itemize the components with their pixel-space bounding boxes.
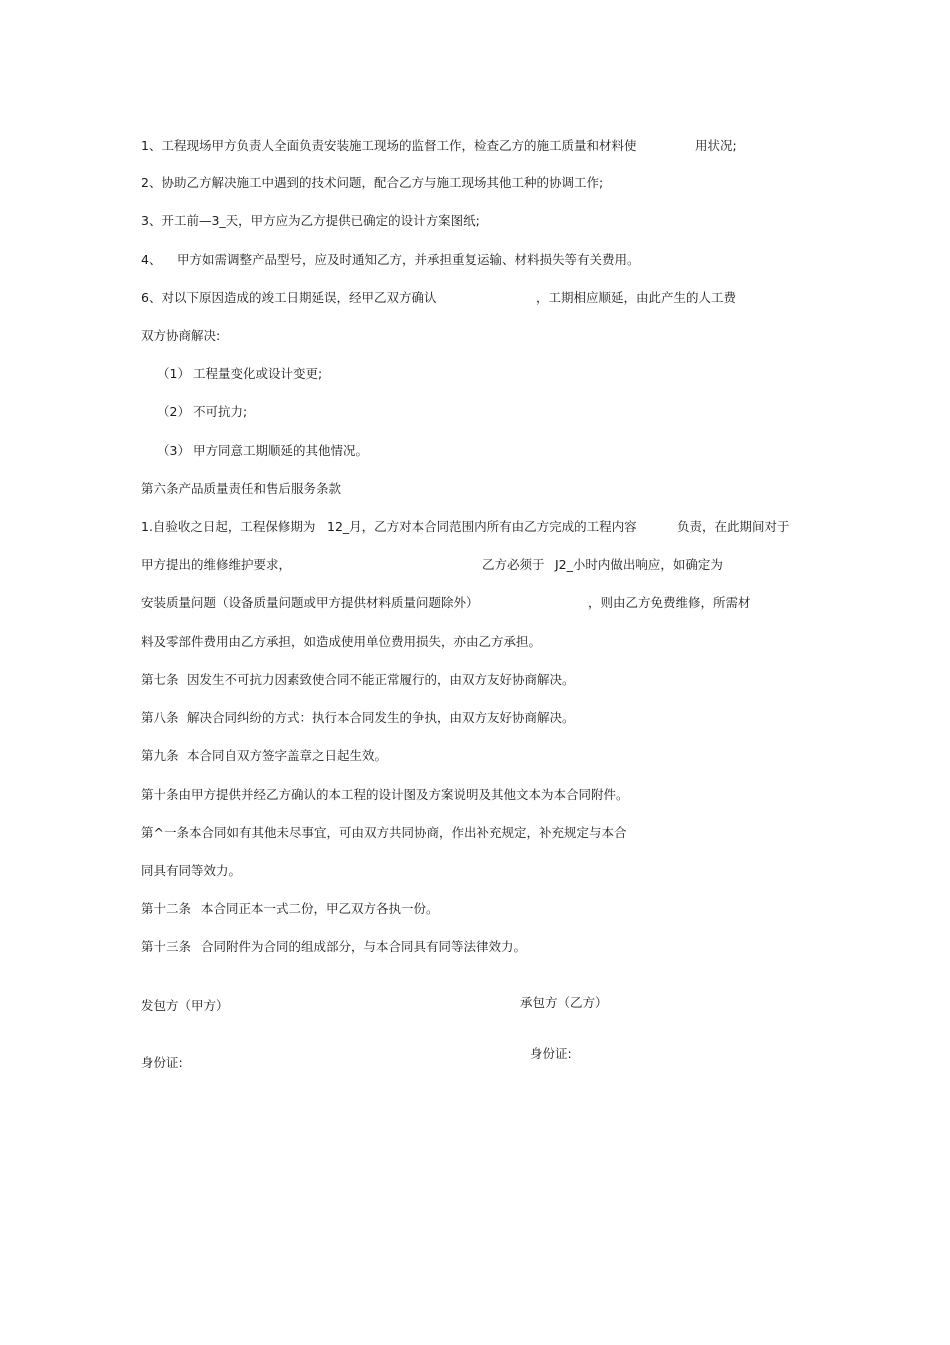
article-number: 第十二条 [141, 901, 192, 916]
clause-line: 双方协商解决: [141, 328, 221, 343]
article-number: 第十三条 [141, 939, 192, 954]
article-text: 解决合同纠纷的方式：执行本合同发生的争执，由双方友好协商解决。 [187, 710, 575, 725]
clause-line: 1.自验收之日起，工程保修期为 [141, 519, 316, 534]
clause-line-continuation: 乙方必须于 [482, 557, 545, 572]
sub-item-text: 工程量变化或设计变更; [193, 366, 323, 381]
article-text: 因发生不可抗力因素致使合同不能正常履行的，由双方友好协商解决。 [187, 672, 575, 687]
clause-line: 安装质量问题（设备质量问题或甲方提供材料质量问题除外） [141, 595, 479, 610]
article-text: 合同附件为合同的组成部分，与本合同具有同等法律效力。 [201, 939, 527, 954]
article-text: 本合同正本一式二份，甲乙双方各执一份。 [201, 901, 439, 916]
sub-item-number: （1） [157, 366, 190, 381]
article-line: 第十条由甲方提供并经乙方确认的本工程的设计图及方案说明及其他文本为本合同附件。 [141, 787, 629, 802]
article-text: 本合同自双方签字盖章之日起生效。 [187, 748, 388, 763]
article-line: 第^一条本合同如有其他未尽事宜，可由双方共同协商，作出补充规定，补充规定与本合 [141, 825, 627, 840]
sub-item-number: （2） [157, 404, 190, 419]
clause-line: 3、开工前—3_天，甲方应为乙方提供已确定的设计方案图纸; [141, 213, 480, 228]
clause-number: 4、 [141, 252, 162, 267]
clause-line: 1、工程现场甲方负责人全面负责安装施工现场的监督工作，检查乙方的施工质量和材料使 [141, 138, 637, 153]
clause-line-continuation: 用状况; [695, 138, 737, 153]
article-number: 第八条 [141, 710, 179, 725]
clause-line: 甲方提出的维修维护要求， [141, 557, 292, 572]
clause-line: 甲方如需调整产品型号，应及时通知乙方，并承担重复运输、材料损失等有关费用。 [177, 252, 640, 267]
section-heading: 第六条产品质量责任和售后服务条款 [141, 481, 342, 496]
party-a-label: 发包方（甲方） [141, 998, 229, 1013]
clause-line: 料及零部件费用由乙方承担，如造成使用单位费用损失，亦由乙方承担。 [141, 634, 542, 649]
party-b-label: 承包方（乙方） [520, 995, 608, 1010]
clause-line-continuation: ，则由乙方免费维修，所需材 [588, 595, 751, 610]
party-b-id-label: 身份证: [530, 1046, 572, 1061]
clause-line-continuation: 12_月，乙方对本合同范围内所有由乙方完成的工程内容 [327, 519, 637, 534]
clause-line-continuation: 负责，在此期间对于 [677, 519, 790, 534]
sub-item-text: 不可抗力; [193, 404, 248, 419]
article-number: 第九条 [141, 748, 179, 763]
clause-line: 2、协助乙方解决施工中遇到的技术问题，配合乙方与施工现场其他工种的协调工作; [141, 175, 604, 190]
clause-line: 6、对以下原因造成的竣工日期延误，经甲乙双方确认 [141, 290, 437, 305]
clause-line-continuation: ，工期相应顺延，由此产生的人工费 [536, 290, 737, 305]
sub-item-number: （3） [157, 443, 190, 458]
article-line: 同具有同等效力。 [141, 863, 242, 878]
clause-line-continuation: J2_小时内做出响应，如确定为 [555, 557, 723, 572]
party-a-id-label: 身份证: [141, 1055, 183, 1070]
article-number: 第七条 [141, 672, 179, 687]
sub-item-text: 甲方同意工期顺延的其他情况。 [193, 443, 369, 458]
